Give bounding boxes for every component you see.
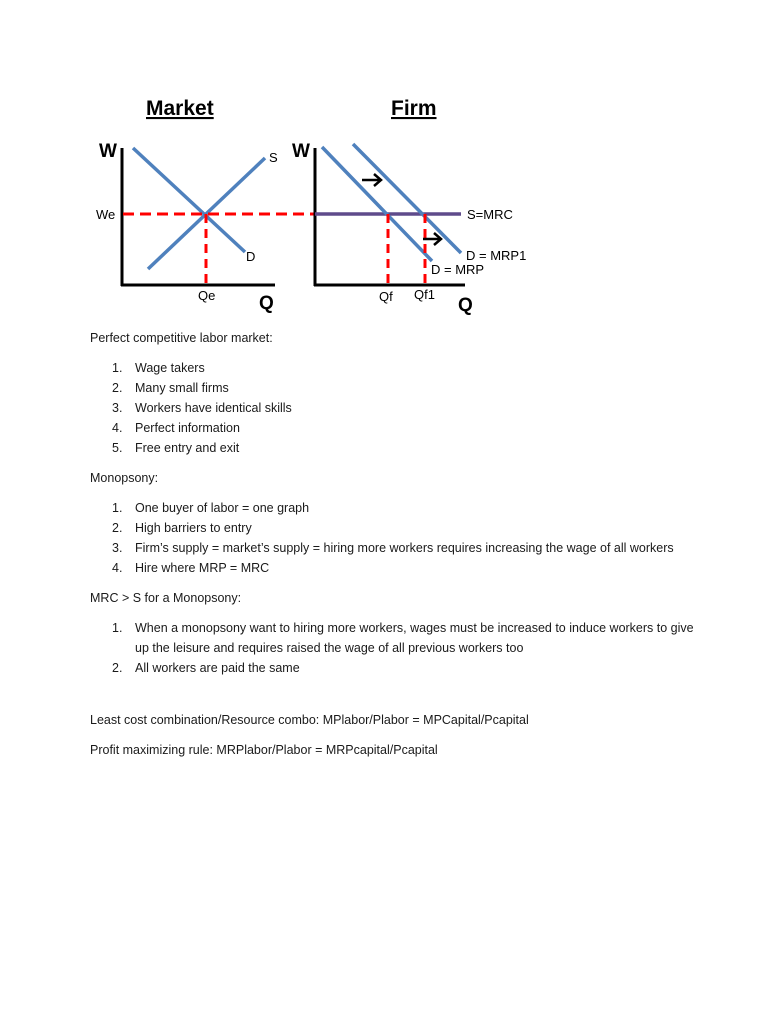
list-item: 3. Workers have identical skills (112, 401, 292, 415)
profit-maximizing-rule: Profit maximizing rule: MRPlabor/Plabor = MRPcapital/Pcapital (90, 743, 438, 757)
firm-supply-mrc-label: S=MRC (467, 207, 513, 222)
notes-body (90, 328, 710, 760)
firm-graph-title: Firm (391, 97, 437, 120)
monopsony-list (90, 498, 710, 578)
list-item: 1. One buyer of labor = one graph (112, 501, 310, 515)
mrc-list (90, 618, 710, 678)
list-item: 2. Many small firms (112, 381, 229, 395)
list-item: 1. Wage takers (112, 361, 205, 375)
firm-qf-label: Qf (379, 289, 393, 304)
perfect-competition-heading: Perfect competitive labor market: (90, 331, 273, 345)
market-supply-label: S (269, 150, 278, 165)
firm-x-axis-label: Q (458, 295, 473, 316)
firm-y-axis-label: W (292, 141, 310, 162)
list-item: 2. All workers are paid the same (112, 661, 300, 675)
list-item: 4. Hire where MRP = MRC (112, 561, 270, 575)
monopsony-heading: Monopsony: (90, 471, 159, 485)
list-item: 3. Firm’s supply = market’s supply = hiring more workers requires increasing the wage of all workers (112, 541, 674, 555)
list-item: 5. Free entry and exit (112, 441, 240, 455)
firm-demand-mrp1-label: D = MRP1 (466, 248, 527, 263)
market-wage-label: We (96, 207, 116, 222)
labor-market-graphs (0, 0, 768, 330)
firm-qf1-label: Qf1 (414, 287, 435, 302)
market-demand-curve (133, 148, 245, 252)
firm-demand-mrp-curve (322, 147, 432, 261)
list-item: 4. Perfect information (112, 421, 240, 435)
market-quantity-label: Qe (198, 288, 216, 303)
firm-demand-mrp-label: D = MRP (431, 262, 485, 277)
mrc-heading: MRC > S for a Monopsony: (90, 591, 242, 605)
market-graph-title: Market (146, 97, 214, 120)
market-y-axis-label: W (99, 141, 117, 162)
market-demand-label: D (246, 249, 256, 264)
right-arrow-icon (362, 174, 381, 186)
list-item: 2. High barriers to entry (112, 521, 252, 535)
least-cost-rule: Least cost combination/Resource combo: MPlabor/Plabor = MPCapital/Pcapital (90, 713, 529, 727)
market-x-axis-label: Q (259, 293, 274, 314)
perfect-competition-list (90, 358, 710, 458)
list-item: 1. When a monopsony want to hiring more workers, wages must be increased to induce workers to give up the leisure and requires raised the wage of all previous workers too (112, 621, 694, 655)
